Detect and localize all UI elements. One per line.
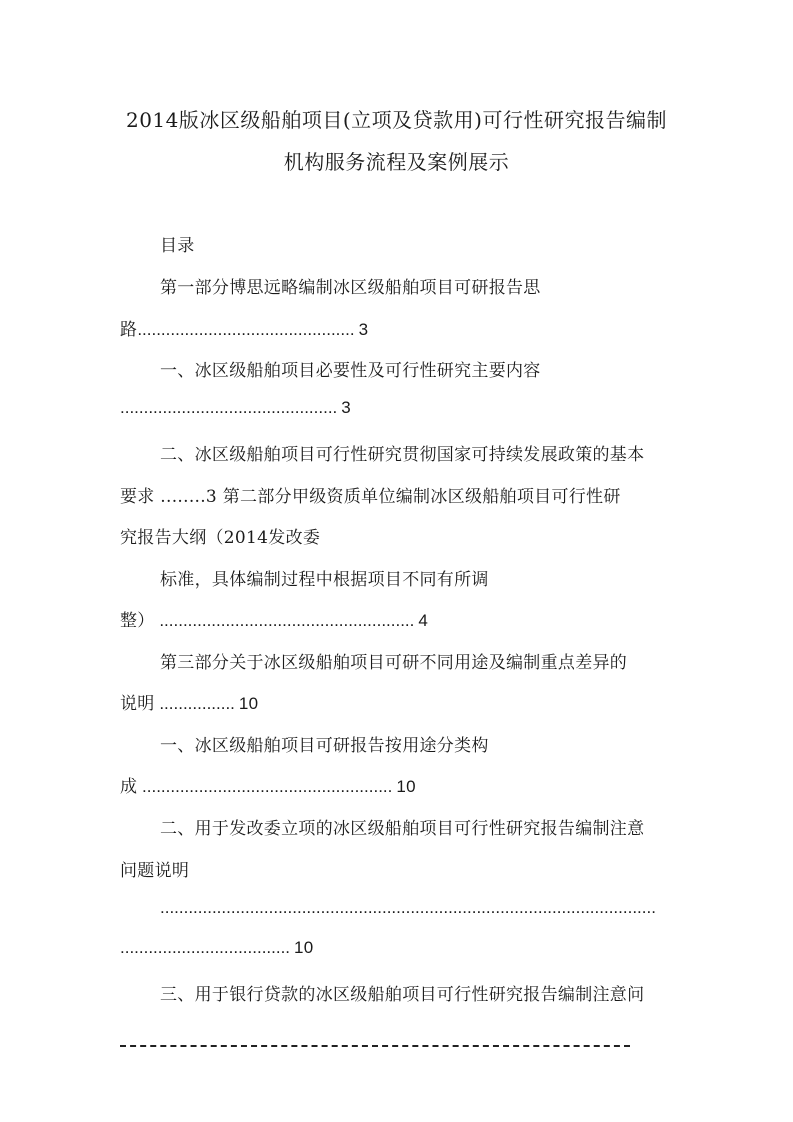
toc-line-text: 标准，具体编制过程中根据项目不同有所调: [160, 570, 489, 590]
toc-line-dots: .....................................................: [137, 777, 393, 796]
toc-line-text: 问题说明: [120, 861, 190, 881]
toc-line: [160, 980, 644, 1005]
toc-line: [160, 440, 644, 465]
toc-line-text: 路: [120, 320, 138, 340]
toc-line: [120, 689, 258, 714]
toc-line-text: 一、冰区级船舶项目可研报告按用途分类构: [160, 736, 489, 756]
document-title-line-1: 2014版冰区级船舶项目(立项及贷款用)可行性研究报告编制: [125, 108, 667, 132]
toc-line: [160, 565, 489, 590]
toc-line: [120, 606, 428, 631]
toc-line: [160, 814, 644, 839]
toc-line-dots: ..............................................: [137, 320, 355, 339]
document-title-line-2: 机构服务流程及案例展示: [283, 150, 510, 174]
toc-line-text: 究报告大纲（2014发改委: [120, 528, 321, 548]
toc-line-dots: ................: [154, 694, 235, 713]
toc-line-page: 4: [418, 611, 429, 630]
toc-line-dots: ....................................: [120, 938, 291, 957]
page-divider: [120, 1045, 630, 1047]
toc-line: [120, 523, 320, 548]
toc-line: [120, 398, 351, 418]
toc-line: [120, 315, 368, 340]
toc-line-text: 成: [120, 777, 138, 797]
toc-line-text: 要求 ........3 第二部分甲级资质单位编制冰区级船舶项目可行性研: [120, 487, 621, 507]
toc-line: [120, 482, 621, 507]
toc-line-dots: .........................................................................................................: [160, 898, 656, 917]
toc-line-text: 第一部分博思远略编制冰区级船舶项目可研报告思: [160, 278, 541, 298]
toc-line: [160, 273, 541, 298]
toc-line-text: 二、用于发改委立项的冰区级船舶项目可行性研究报告编制注意: [160, 819, 645, 839]
toc-line: [160, 731, 489, 756]
toc-line-dots: ......................................................: [154, 611, 415, 630]
toc-line-text: 一、冰区级船舶项目必要性及可行性研究主要内容: [160, 361, 541, 381]
toc-line-dots: ..............................................: [120, 398, 338, 417]
toc-line-page: 3: [341, 398, 352, 417]
toc-line-text: 二、冰区级船舶项目可行性研究贯彻国家可持续发展政策的基本: [160, 445, 645, 465]
toc-line-page: 3: [358, 320, 369, 339]
toc-line: [120, 938, 314, 958]
toc-line-text: 说明: [120, 694, 155, 714]
toc-line: [120, 856, 189, 881]
toc-line-page: 10: [396, 777, 416, 796]
toc-line-text: 第三部分关于冰区级船舶项目可研不同用途及编制重点差异的: [160, 653, 628, 673]
toc-line: [120, 772, 416, 797]
toc-line-text: 整）: [120, 611, 155, 631]
toc-line: [160, 898, 675, 918]
toc-line-page: 10: [238, 694, 259, 713]
toc-line: [160, 648, 627, 673]
toc-heading: 目录: [160, 236, 195, 256]
toc-line: [160, 356, 541, 381]
toc-line-page: 10: [294, 938, 314, 957]
toc-line-text: 三、用于银行贷款的冰区级船舶项目可行性研究报告编制注意问: [160, 985, 645, 1005]
